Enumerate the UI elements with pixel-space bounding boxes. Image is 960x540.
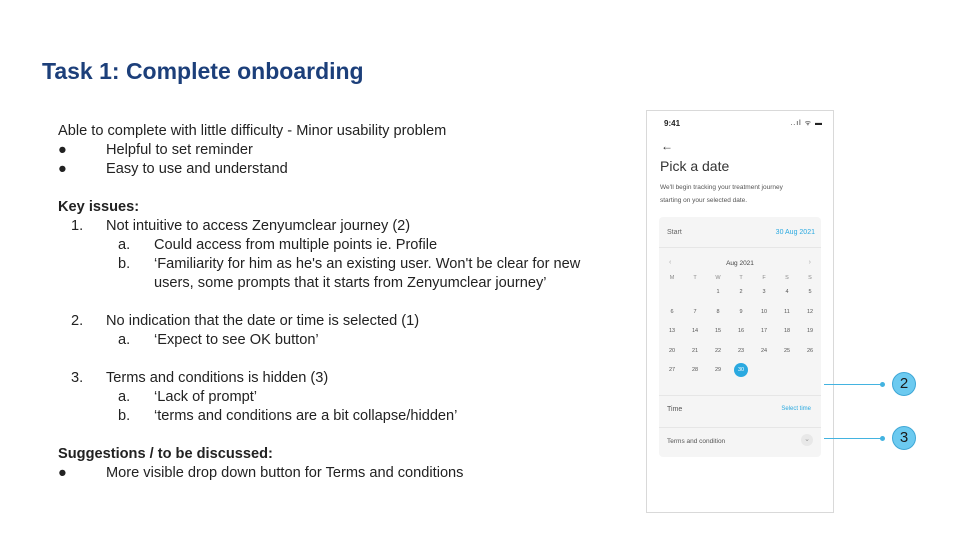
slide-title: Task 1: Complete onboarding [42, 58, 364, 84]
prev-month-icon[interactable]: ‹ [669, 259, 672, 266]
notes [58, 122, 628, 483]
callout-2: 2 [892, 372, 916, 396]
weekday-label: T [693, 275, 697, 281]
issue-1a [58, 236, 628, 255]
calendar-day[interactable]: 21 [691, 347, 699, 354]
sub-text: ‘Lack of prompt’ [154, 389, 258, 405]
calendar-day[interactable]: 9 [739, 308, 743, 315]
sub-text: Could access from multiple points ie. Profile [154, 237, 438, 253]
intro-bullet-1 [58, 141, 628, 160]
sub-letter: a. [118, 237, 131, 253]
next-month-icon[interactable]: › [808, 259, 811, 266]
month-label: Aug 2021 [726, 260, 754, 267]
calendar-day[interactable]: 6 [670, 308, 674, 315]
issue-number: 3. [71, 370, 84, 386]
calendar-day[interactable]: 15 [714, 328, 722, 334]
sub-letter: a. [118, 389, 131, 405]
calendar-day[interactable]: 29 [714, 367, 722, 373]
sub-text: ‘Expect to see OK button’ [154, 332, 319, 348]
phone-mockup [646, 110, 834, 513]
description-line: starting on your selected date. [660, 197, 748, 204]
calendar-day[interactable]: 13 [668, 328, 676, 334]
calendar-day[interactable]: 16 [737, 328, 745, 334]
calendar-day[interactable]: 26 [806, 347, 814, 354]
bullet-icon: ● [58, 142, 67, 158]
issue-3 [58, 369, 628, 388]
issue-1 [58, 217, 628, 236]
description-line: We'll begin tracking your treatment journey [660, 184, 783, 191]
weekday-label: T [739, 275, 743, 281]
calendar-day[interactable]: 11 [784, 308, 790, 315]
issue-text: Not intuitive to access Zenyumclear journey (2) [106, 218, 411, 234]
divider [659, 395, 821, 396]
weekday-label: S [785, 275, 789, 281]
issue-text: No indication that the date or time is selected (1) [106, 313, 420, 329]
issue-1b [58, 255, 628, 274]
status-time: 9:41 [664, 119, 681, 128]
calendar-day[interactable]: 17 [760, 328, 768, 334]
weekday-label: W [715, 275, 721, 281]
bullet-icon: ● [58, 465, 67, 481]
calendar-day[interactable]: 23 [737, 347, 745, 354]
suggestion-1 [58, 464, 628, 483]
bullet-text: Easy to use and understand [106, 161, 288, 177]
chevron-down-icon[interactable]: ⌄ [801, 434, 813, 446]
callout-3: 3 [892, 426, 916, 450]
sub-letter: b. [118, 256, 131, 272]
select-time-link[interactable]: Select time [781, 406, 811, 412]
start-label: Start [667, 229, 682, 236]
intro-bullet-2 [58, 160, 628, 179]
time-label: Time [667, 406, 683, 413]
calendar-day[interactable]: 25 [783, 347, 791, 354]
status-icons: ..ıl ᯤ ▬ [790, 120, 823, 127]
calendar-day[interactable]: 19 [806, 328, 814, 334]
calendar-day[interactable]: 28 [691, 367, 699, 373]
weekday-label: F [762, 275, 766, 281]
screen-description [660, 181, 820, 207]
key-issues-heading: Key issues: [58, 199, 140, 215]
calendar-day[interactable]: 14 [691, 328, 699, 334]
suggestions-heading: Suggestions / to be discussed: [58, 446, 273, 462]
start-date-value[interactable]: 30 Aug 2021 [775, 229, 815, 236]
calendar-day-selected[interactable]: 30 [734, 363, 748, 377]
sub-text: ‘Familiarity for him as he's an existing user. Won't be clear for new [154, 256, 581, 272]
calendar-day[interactable]: 8 [716, 308, 720, 315]
divider [659, 247, 821, 248]
calendar-day[interactable]: 3 [762, 289, 766, 295]
calendar-day[interactable]: 10 [760, 308, 768, 315]
callout-line-2 [824, 384, 884, 385]
divider [659, 427, 821, 428]
weekday-label: M [669, 275, 675, 281]
callout-dot-3 [880, 436, 885, 441]
calendar-day[interactable]: 5 [808, 289, 812, 295]
issue-number: 2. [71, 313, 84, 329]
sub-text: ‘terms and conditions are a bit collapse/hidden’ [154, 408, 458, 424]
issue-number: 1. [71, 218, 84, 234]
calendar-day[interactable]: 12 [806, 308, 814, 315]
calendar-day[interactable]: 2 [739, 289, 743, 295]
sub-letter: b. [118, 408, 131, 424]
bullet-text: More visible drop down button for Terms and conditions [106, 465, 464, 481]
issue-2 [58, 312, 628, 331]
callout-line-3 [824, 438, 884, 439]
calendar-day[interactable]: 27 [668, 367, 676, 373]
weekday-label: S [808, 275, 812, 281]
back-arrow-icon[interactable]: ← [661, 139, 673, 153]
calendar-day[interactable]: 20 [668, 347, 676, 354]
issue-2a [58, 331, 628, 350]
date-picker-card [659, 217, 821, 457]
calendar-day[interactable]: 18 [783, 328, 791, 334]
calendar-day[interactable]: 1 [716, 289, 720, 295]
issue-text: Terms and conditions is hidden (3) [106, 370, 329, 386]
intro-text: Able to complete with little difficulty - Minor usability problem [58, 123, 447, 139]
bullet-icon: ● [58, 161, 67, 177]
issue-1b-cont [58, 274, 628, 293]
callout-dot-2 [880, 382, 885, 387]
issue-3b [58, 407, 628, 426]
issue-3a [58, 388, 628, 407]
calendar-day[interactable]: 24 [760, 347, 768, 354]
bullet-text: Helpful to set reminder [106, 142, 253, 158]
sub-letter: a. [118, 332, 131, 348]
calendar-day[interactable]: 7 [693, 308, 697, 315]
screen-heading: Pick a date [660, 158, 730, 174]
calendar-day[interactable]: 22 [714, 347, 722, 354]
calendar-day[interactable]: 4 [785, 289, 789, 295]
sub-text: users, some prompts that it starts from Zenyumclear journey’ [154, 275, 547, 291]
terms-label[interactable]: Terms and condition [667, 438, 726, 445]
